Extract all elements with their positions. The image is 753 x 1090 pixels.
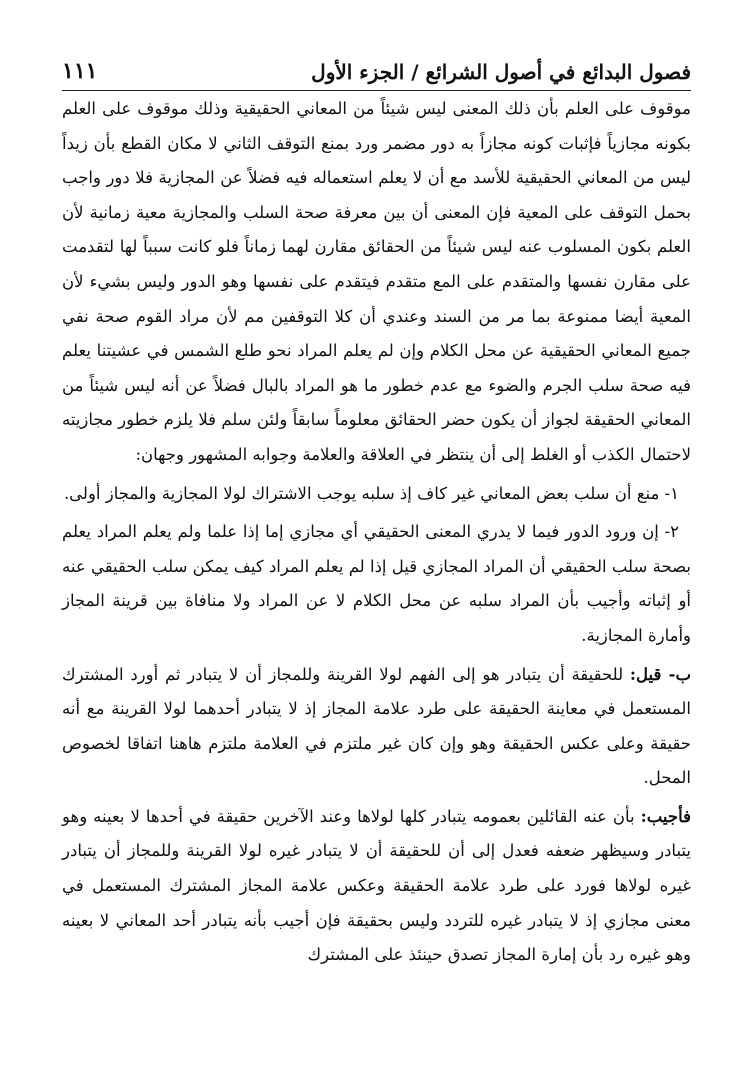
paragraph-1-text: موقوف على العلم بأن ذلك المعنى ليس شيئاً من المعاني الحقيقية وذلك موقوف على العلم بكونه مجازياً فإثبات كونه مجازاً به دور مضمر ورد بمنع التوقف الثاني لا مكان القطع بأن زيداً ليس من المعاني الحقيقية للأسد مع أن لا يعلم استعماله فيه فضلاً عن المجازية فلا دور واجب بحمل التوقف على المعية فإن المعنى أن بين معرفة صحة السلب والمجازية معية زمانية لأن العلم بكون المسلوب عنه ليس شيئاً من الحقائق مقارن لهما زماناً فلو كانت سبباً لها لتقدمت على مقارن نفسها والمتقدم على المع متقدم فيتقدم على نفسها وهو الدور وليس بشيء لأن المعية أيضا ممنوعة بما مر من السند وعندي أن كلا التوقفين مم لأن مراد القوم صحة نفي جميع المعاني الحقيقية عن محل الكلام وإن لم يعلم المراد نحو طلع الشمس في عشيتنا يعلم فيه صحة سلب الجرم والضوء مع عدم خطور ما هو المراد بالبال فضلاً عن أنه ليس شيئاً من المعاني الحقيقة لجواز أن يكون حضر الحقائق معلوماً سابقاً ولئن سلم فلا يلزم خطور مجازيته لاحتمال الكذب أو الغلط إلى أن ينتظر في العلاقة والعلامة وجوابه المشهور وجهان:: [62, 99, 691, 464]
paragraph-4-label: ب- قيل:: [629, 664, 691, 684]
paragraph-3: [62, 515, 691, 653]
paragraph-3-text: ٢- إن ورود الدور فيما لا يدري المعنى الحقيقي أي مجازي إما إذا علما ولم يعلم المراد يعلم بصحة سلب الحقيقي أن المراد المجازي قيل إذا لم يعلم المراد كيف يمكن سلب الحقيقي عنه أو إثباته وأجيب بأن المراد سلبه عن محل الكلام لا عن المراد ولا منافاة بين قرينة المجاز وأمارة المجازية.: [62, 522, 691, 645]
paragraph-5-text: بأن عنه القائلين بعمومه يتبادر كلها لولاها وعند الآخرين حقيقة في أحدها لا بعينه وهو يتبادر وسيظهر ضعفه فعدل إلى أن للحقيقة أن لا يتبادر غيره لولا القرينة وللمجاز أن يتبادر غيره لولاها فورد على طرد علامة الحقيقة وعكس علامة المجاز المشترك المستعمل في معنى مجازي إذ لا يتبادر غيره للتردد وليس بحقيقة فإن أجيب بأنه يتبادر أحد المعاني لا بعينه وهو غيره رد بأن إمارة المجاز تصدق حينئذ على المشترك: [62, 806, 691, 965]
page-body: [62, 92, 691, 1070]
paragraph-5: [62, 800, 691, 973]
paragraph-4-text: للحقيقة أن يتبادر هو إلى الفهم لولا القرينة وللمجاز أن لا يتبادر ثم أورد المشترك المستعمل في معاينة الحقيقة على طرد علامة المجاز إذ لا يتبادر أحدهما لولا القرينة مع أنه حقيقة وعلى عكس الحقيقة وهو وإن كان غير ملتزم في العلامة ملتزم هاهنا اتفاقا لخصوص المحل.: [62, 664, 691, 788]
paragraph-4: [62, 658, 691, 796]
running-title: فصول البدائع في أصول الشرائع / الجزء الأول: [311, 60, 691, 84]
page-number: ١١١: [62, 58, 98, 84]
paragraph-5-label: فأجيب:: [640, 806, 691, 826]
paragraph-1: [62, 92, 691, 473]
paragraph-2: [62, 477, 691, 512]
page-header: [62, 40, 691, 91]
paragraph-2-text: ١- منع أن سلب بعض المعاني غير كاف إذ سلبه يوجب الاشتراك لولا المجازية والمجاز أولى.: [63, 483, 679, 503]
